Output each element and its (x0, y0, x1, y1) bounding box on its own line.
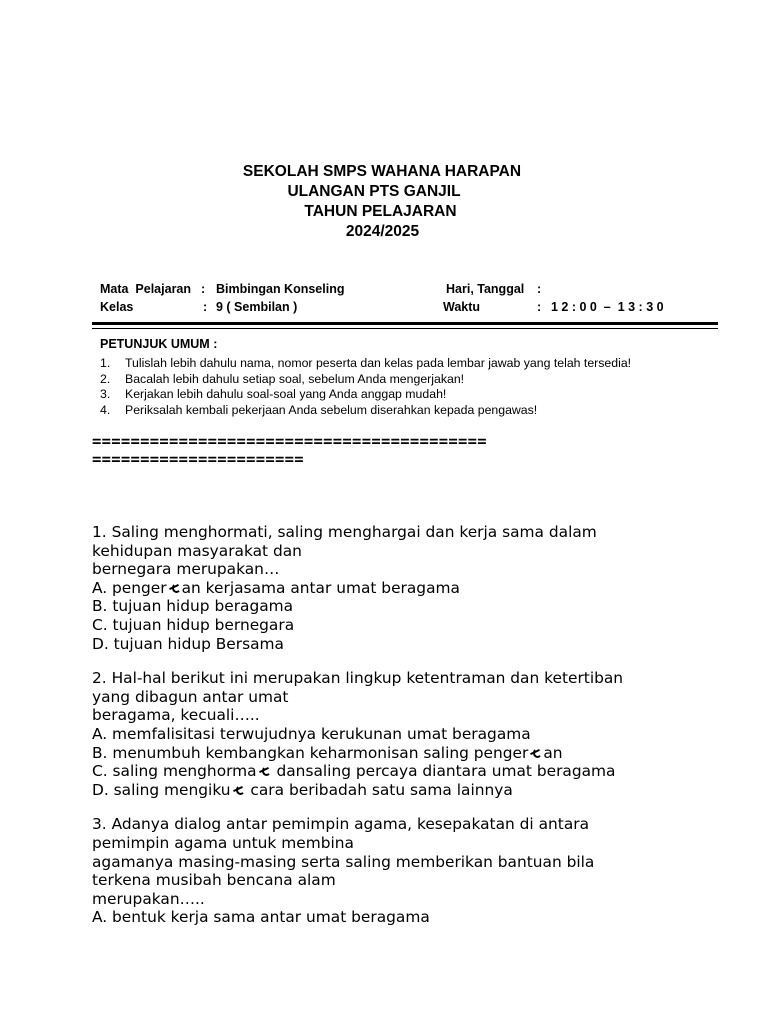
question-3 (92, 815, 712, 927)
ligature-glyph-icon (231, 784, 246, 796)
class-colon: : (203, 300, 208, 314)
answer-option-a: A. memfalisitasi terwujudnya kerukunan umat beragama (92, 724, 531, 743)
exam-header (0, 162, 768, 242)
info-row-subject (0, 282, 768, 300)
ligature-glyph-icon (167, 582, 182, 594)
instruction-item: 2. Bacalah lebih dahulu setiap soal, sebelum Anda mengerjakan! (100, 371, 465, 386)
question-1 (92, 523, 712, 653)
instruction-item: 1. Tulislah lebih dahulu nama, nomor peserta dan kelas pada lembar jawab yang telah tersedia! (100, 356, 632, 370)
answer-option-a: A. penger an kerjasama antar umat beragama (92, 578, 460, 597)
school-name: SEKOLAH SMPS WAHANA HARAPAN (242, 163, 522, 180)
answer-option-d: D. tujuan hidup Bersama (92, 634, 284, 653)
answer-option-b: B. menumbuh kembangkan keharmonisan saling penger an (92, 743, 563, 762)
day-colon: : (537, 282, 542, 296)
question-text: terkena musibah bencana alam (92, 871, 336, 890)
question-text: beragama, kecuali….. (92, 706, 260, 725)
question-text: merupakan….. (92, 889, 205, 908)
year-label: TAHUN PELAJARAN (304, 203, 457, 220)
question-text: 3. Adanya dialog antar pemimpin agama, kesepakatan di antara (92, 815, 590, 834)
answer-option-c: C. tujuan hidup bernegara (92, 615, 295, 634)
academic-year: 2024/2025 (345, 223, 420, 240)
class-value: 9 ( Sembilan ) (216, 300, 298, 314)
time-label: Waktu (443, 300, 481, 314)
instruction-item: 4. Periksalah kembali pekerjaan Anda sebelum diserahkan kepada pengawas! (100, 402, 538, 417)
subject-colon: : (201, 282, 206, 296)
instructions-list (100, 356, 700, 418)
instructions-title: PETUNJUK UMUM : (100, 337, 218, 351)
answer-option-c: C. saling menghorma dansaling percaya diantara umat beragama (92, 762, 616, 781)
ligature-glyph-icon (257, 765, 272, 777)
time-colon: : (537, 300, 542, 314)
question-list (92, 523, 712, 943)
ligature-glyph-icon (528, 747, 543, 759)
header-rule-thick (92, 322, 718, 325)
answer-option-d: D. saling mengiku cara beribadah satu sama lainnya (92, 780, 513, 799)
subject-label: Mata Pelajaran (100, 282, 192, 296)
header-rule-thin (92, 328, 718, 329)
question-text: 2. Hal-hal berikut ini merupakan lingkup ketentraman dan ketertiban (92, 669, 624, 688)
separator-line: ========================================= ====================== (92, 432, 487, 468)
answer-option-a: A. bentuk kerja sama antar umat beragama (92, 908, 430, 927)
class-label: Kelas (100, 300, 134, 314)
instructions (100, 336, 700, 418)
day-label: Hari, Tanggal (446, 282, 525, 296)
question-2 (92, 669, 712, 799)
question-text: pemimpin agama untuk membina (92, 833, 354, 852)
time-value: 1 2 : 0 0 – 1 3 : 3 0 (551, 300, 664, 314)
question-text: bernegara merupakan… (92, 560, 280, 579)
answer-option-b: B. tujuan hidup beragama (92, 597, 294, 616)
info-row-class (0, 300, 768, 318)
question-text: kehidupan masyarakat dan (92, 541, 302, 560)
instruction-item: 3. Kerjakan lebih dahulu soal-soal yang Anda anggap mudah! (100, 387, 447, 401)
question-text: yang dibagun antar umat (92, 687, 289, 706)
subject-value: Bimbingan Konseling (216, 282, 345, 296)
question-text: agamanya masing-masing serta saling memberikan bantuan bila (92, 852, 595, 871)
question-text: 1. Saling menghormati, saling menghargai dan kerja sama dalam (92, 523, 597, 541)
exam-title: ULANGAN PTS GANJIL (287, 183, 461, 200)
